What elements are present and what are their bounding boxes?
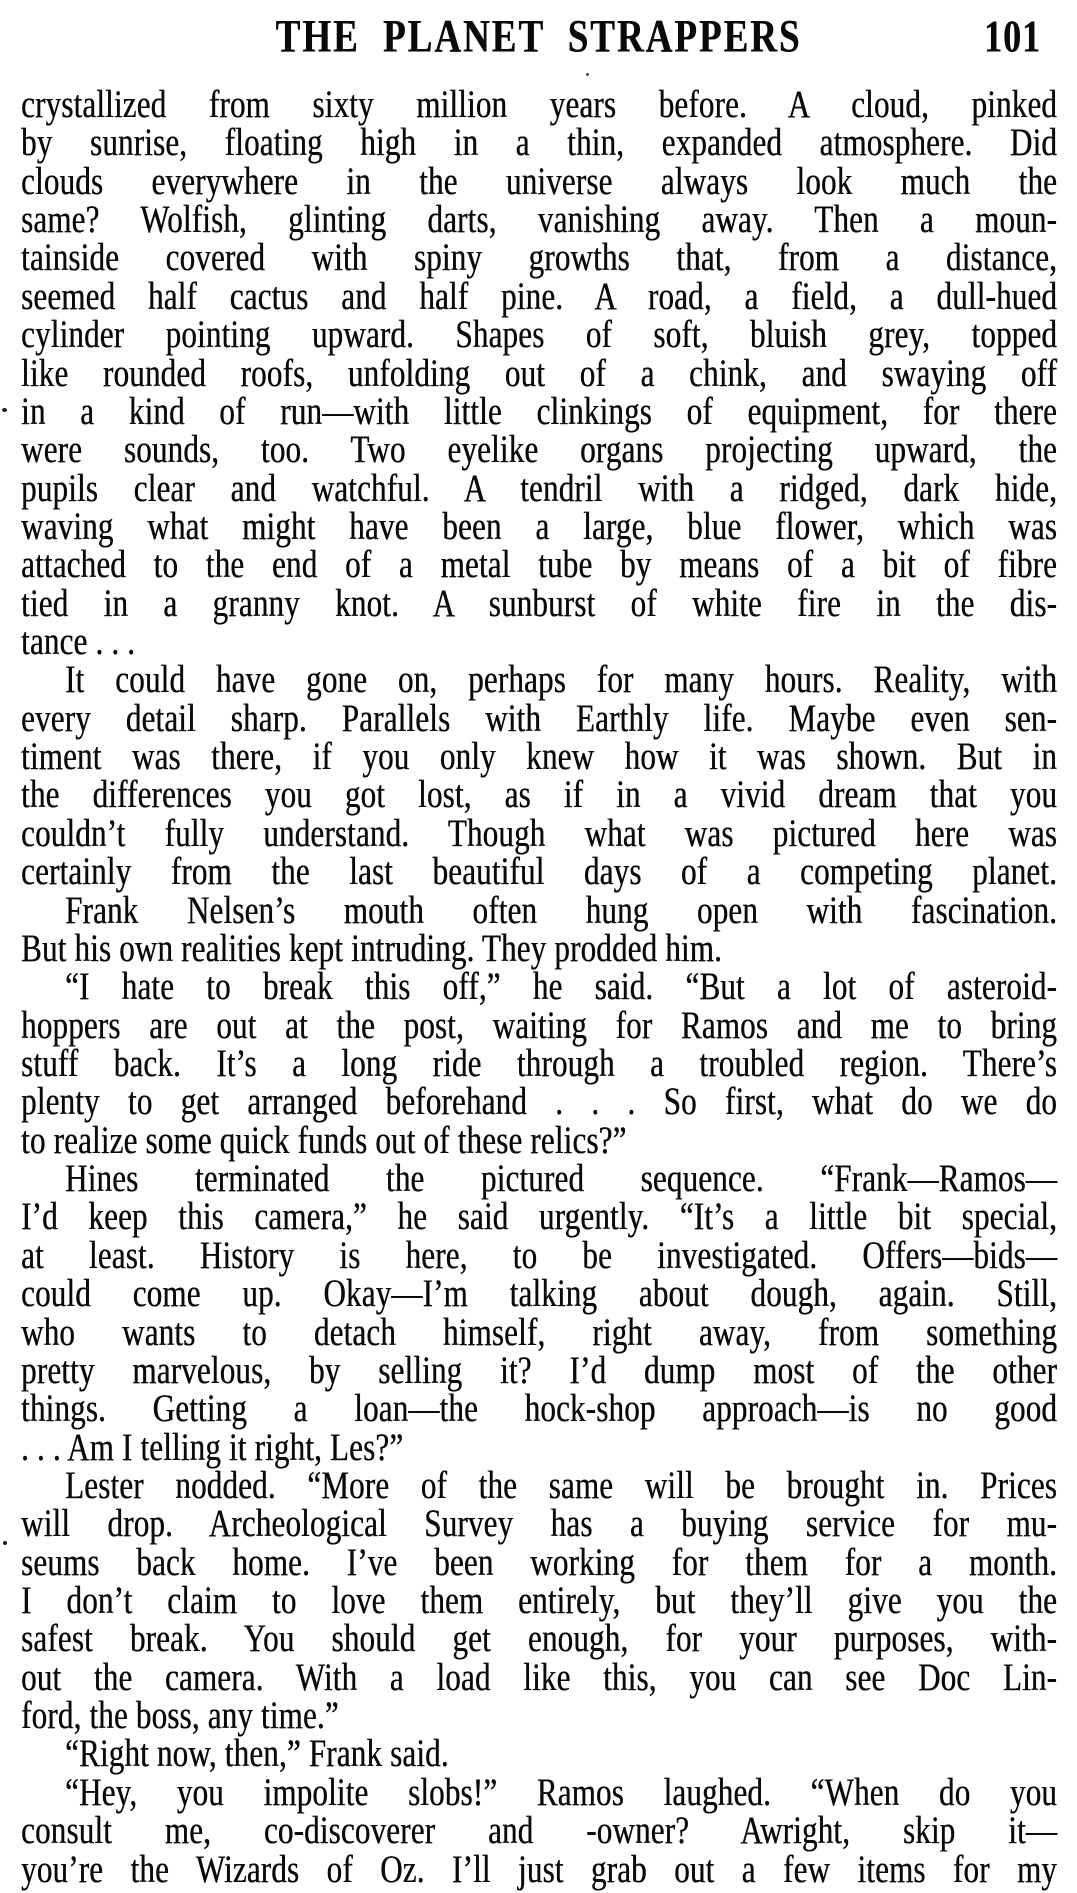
text-line: Hines terminated the pictured sequence. “Frank—Ramos— [65, 1155, 1057, 1201]
text-line: will drop. Archeological Survey has a buying service for mu- [21, 1500, 1057, 1546]
text-line: by sunrise, floating high in a thin, expanded atmosphere. Did [21, 119, 1057, 165]
paragraph [21, 656, 1057, 894]
text-line: stuff back. It’s a long ride through a troubled region. There’s [21, 1040, 1057, 1085]
text-line: consult me, co-discoverer and -owner? Awright, skip it— [21, 1807, 1057, 1853]
scan-speck [586, 73, 589, 76]
text-line: It could have gone on, perhaps for many hours. Reality, with [65, 656, 1057, 702]
text-line: like rounded roofs, unfolding out of a chink, and swaying off [21, 350, 1057, 395]
text-line: tance . . . [21, 618, 136, 663]
text-line: the differences you got lost, as if in a vivid dream that you [21, 771, 1057, 817]
text-line: seums back home. I’ve been working for them for a month. [21, 1539, 1057, 1584]
text-line: “Right now, then,” Frank said. [65, 1730, 449, 1776]
text-line: couldn’t fully understand. Though what was pictured here was [21, 810, 1057, 855]
text-line: same? Wolfish, glinting darts, vanishing away. Then a moun- [21, 196, 1057, 242]
text-line: . . . Am I telling it right, Les?” [21, 1424, 404, 1469]
text-line: timent was there, if you only knew how it was shown. But in [21, 733, 1057, 779]
text-line: Lester nodded. “More of the same will be brought in. Prices [65, 1462, 1057, 1507]
scan-speck [2, 408, 7, 412]
text-line: attached to the end of a metal tube by means of a bit of fibre [21, 541, 1057, 587]
text-line: “Hey, you impolite slobs!” Ramos laughed. “When do you [65, 1769, 1057, 1814]
page-body [21, 81, 1057, 1891]
text-line: were sounds, too. Two eyelike organs projecting upward, the [21, 426, 1057, 472]
paragraph [21, 887, 1057, 971]
text-line: pupils clear and watchful. A tendril with a ridged, dark hide, [21, 465, 1057, 510]
text-line: every detail sharp. Parallels with Earthly life. Maybe even sen- [21, 695, 1057, 740]
text-line: clouds everywhere in the universe always look much the [21, 158, 1057, 203]
text-line: But his own realities kept intruding. They prodded him. [21, 925, 722, 970]
scan-speck [3, 1541, 7, 1545]
text-line: Frank Nelsen’s mouth often hung open with fascination. [65, 887, 1057, 932]
text-line: waving what might have been a large, blue flower, which was [21, 503, 1057, 548]
text-line: you’re the Wizards of Oz. I’ll just grab out a few items for my [21, 1846, 1057, 1891]
text-line: tainside covered with spiny growths that, from a distance, [21, 234, 1057, 280]
text-line: I’d keep this camera,” he said urgently. “It’s a little bit special, [21, 1193, 1057, 1239]
paragraph [21, 1769, 1057, 1891]
text-line: who wants to detach himself, right away, from something [21, 1309, 1057, 1354]
page-number: 101 [984, 11, 1041, 62]
paragraph [21, 1462, 1057, 1738]
text-line: tied in a granny knot. A sunburst of white fire in the dis- [21, 580, 1057, 625]
paragraph [21, 963, 1057, 1162]
text-line: to realize some quick funds out of these relics?” [21, 1117, 627, 1162]
page-header [0, 0, 1077, 72]
text-line: plenty to get arranged beforehand . . . So first, what do we do [21, 1078, 1057, 1124]
text-line: pretty marvelous, by selling it? I’d dump most of the other [21, 1347, 1057, 1392]
running-title: THE PLANET STRAPPERS [275, 11, 802, 63]
text-line: safest break. You should get enough, for your purposes, with- [21, 1615, 1057, 1661]
text-line: in a kind of run—with little clinkings of equipment, for there [21, 388, 1057, 433]
text-line: seemed half cactus and half pine. A road, a field, a dull-hued [21, 273, 1057, 318]
paragraph [21, 81, 1057, 663]
paragraph [21, 1155, 1057, 1469]
text-line: crystallized from sixty million years before. A cloud, pinked [21, 81, 1057, 126]
text-line: certainly from the last beautiful days of a competing planet. [21, 848, 1057, 894]
text-line: out the camera. With a load like this, you can see Doc Lin- [21, 1654, 1057, 1699]
text-line: cylinder pointing upward. Shapes of soft, bluish grey, topped [21, 311, 1057, 357]
text-line: could come up. Okay—I’m talking about dough, again. Still, [21, 1270, 1057, 1316]
text-line: “I hate to break this off,” he said. “But a lot of asteroid- [65, 963, 1057, 1009]
text-line: things. Getting a loan—the hock-shop approach—is no good [21, 1385, 1057, 1431]
text-line: ford, the boss, any time.” [21, 1692, 339, 1738]
text-line: at least. History is here, to be investigated. Offers—bids— [21, 1232, 1057, 1277]
text-line: hoppers are out at the post, waiting for Ramos and me to bring [21, 1002, 1057, 1047]
text-line: I don’t claim to love them entirely, but they’ll give you the [21, 1577, 1057, 1622]
